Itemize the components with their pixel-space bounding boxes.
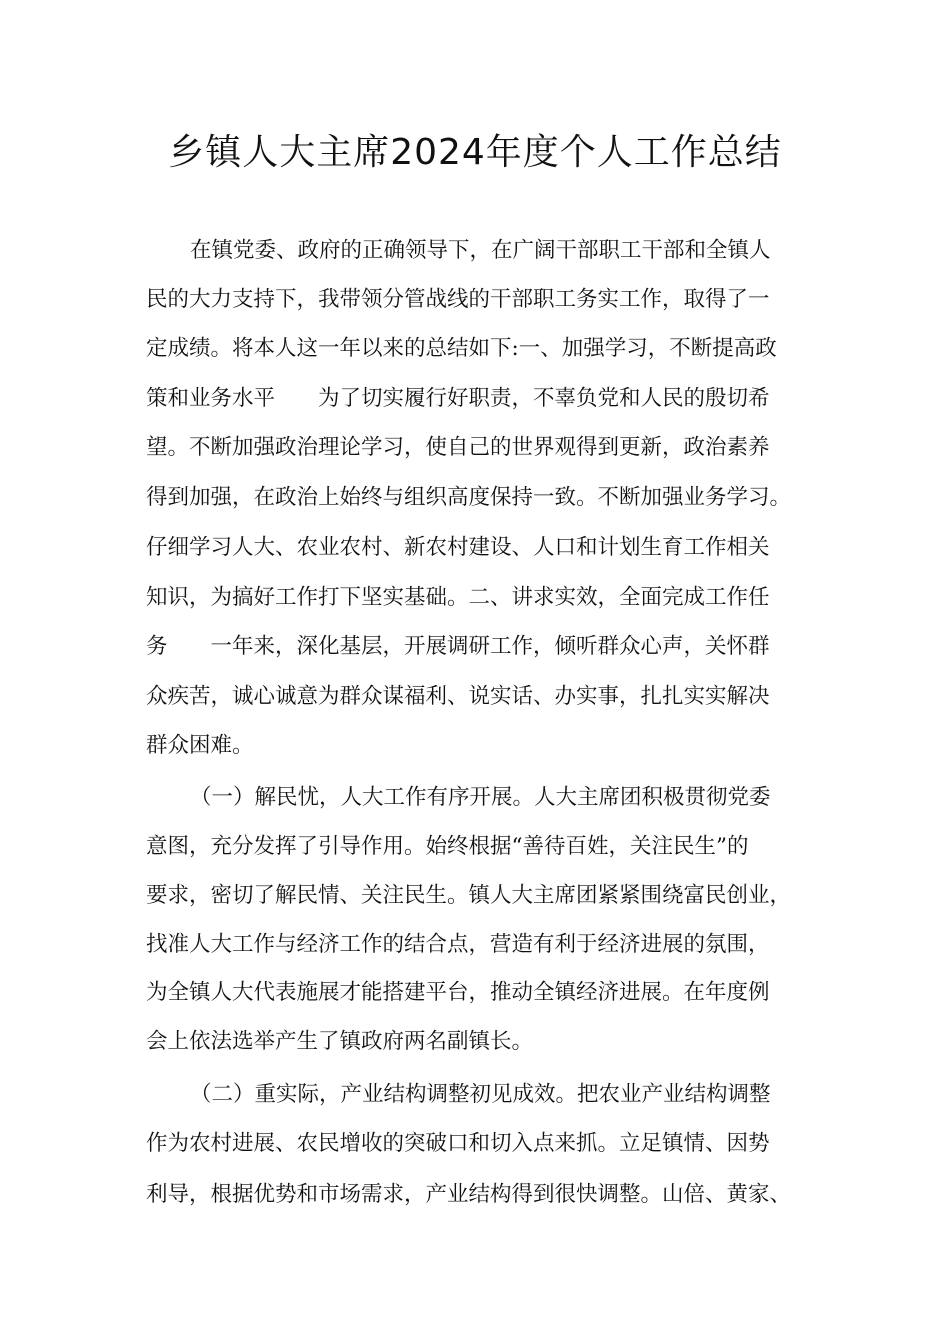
paragraph-line: （二）重实际，产业结构调整初见成效。把农业产业结构调整 xyxy=(190,1082,771,1107)
paragraph-line: 要求，密切了解民情、关注民生。镇人大主席团紧紧围绕富民创业， xyxy=(146,883,792,908)
paragraph-line: 得到加强，在政治上始终与组织高度保持一致。不断加强业务学习。 xyxy=(146,485,792,510)
paragraph-line: 找准人大工作与经济工作的结合点，营造有利于经济进展的氛围， xyxy=(146,932,770,957)
paragraph-line: 定成绩。将本人这一年以来的总结如下:一、加强学习，不断提高政 xyxy=(146,336,777,361)
paragraph-line: 会上依法选举产生了镇政府两名副镇长。 xyxy=(146,1029,534,1054)
paragraph-line: 务 一年来，深化基层，开展调研工作，倾听群众心声，关怀群 xyxy=(146,634,770,659)
paragraph-line: 在镇党委、政府的正确领导下，在广阔干部职工干部和全镇人 xyxy=(190,238,771,263)
paragraph-line: 众疾苦，诚心诚意为群众谋福利、说实话、办实事，扎扎实实解决 xyxy=(146,684,770,709)
paragraph-line: 意图，充分发挥了引导作用。始终根据“善待百姓，关注民生”的 xyxy=(146,834,749,859)
paragraph-line: 为全镇人大代表施展才能搭建平台，推动全镇经济进展。在年度例 xyxy=(146,980,770,1005)
paragraph-line: 利导，根据优势和市场需求，产业结构得到很快调整。山倍、黄家、 xyxy=(146,1182,792,1207)
paragraph-line: 仔细学习人大、农业农村、新农村建设、人口和计划生育工作相关 xyxy=(146,535,770,560)
paragraph-line: 民的大力支持下，我带领分管战线的干部职工务实工作，取得了一 xyxy=(146,287,770,312)
paragraph-line: 望。不断加强政治理论学习，使自己的世界观得到更新，政治素养 xyxy=(146,435,770,460)
paragraph-line: （一）解民忧，人大工作有序开展。人大主席团积极贯彻党委 xyxy=(190,785,771,810)
document-title: 乡镇人大主席2024年度个人工作总结 xyxy=(168,132,782,173)
paragraph-line: 知识，为搞好工作打下坚实基础。二、讲求实效，全面完成工作任 xyxy=(146,585,770,610)
paragraph-line: 策和业务水平 为了切实履行好职责，不辜负党和人民的殷切希 xyxy=(146,386,770,411)
paragraph-line: 作为农村进展、农民增收的突破口和切入点来抓。立足镇情、因势 xyxy=(146,1131,770,1156)
paragraph-line: 群众困难。 xyxy=(146,733,254,758)
